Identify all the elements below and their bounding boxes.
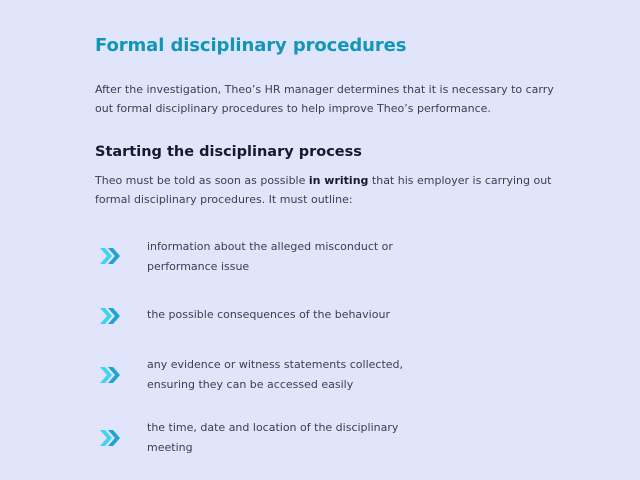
list-item-text: information about the alleged misconduct or performance issue — [147, 240, 393, 273]
lead-text-end: that his employer is carrying out formal disciplinary procedures. It must outline: — [95, 174, 552, 206]
lead-text-start: Theo must be told as soon as possible — [95, 174, 309, 187]
double-chevron-right-icon — [99, 246, 123, 266]
double-chevron-right-icon — [99, 365, 123, 385]
section-title: Formal disciplinary procedures — [95, 35, 407, 56]
subsection-title: Starting the disciplinary process — [95, 144, 362, 160]
intro-paragraph: After the investigation, Theo’s HR manager determines that it is necessary to carry out formal disciplinary procedures to help improve Theo’s performance. — [95, 83, 554, 115]
lead-paragraph — [95, 171, 565, 209]
double-chevron-right-icon — [99, 306, 123, 326]
list-item-text: any evidence or witness statements collected, ensuring they can be accessed easily — [147, 358, 404, 391]
list-item-text: the time, date and location of the disciplinary meeting — [147, 421, 399, 454]
lead-emphasis: in writing — [308, 174, 369, 187]
content-column — [95, 33, 565, 209]
double-chevron-right-icon — [99, 428, 123, 448]
list-item-text: the possible consequences of the behaviour — [147, 308, 390, 321]
